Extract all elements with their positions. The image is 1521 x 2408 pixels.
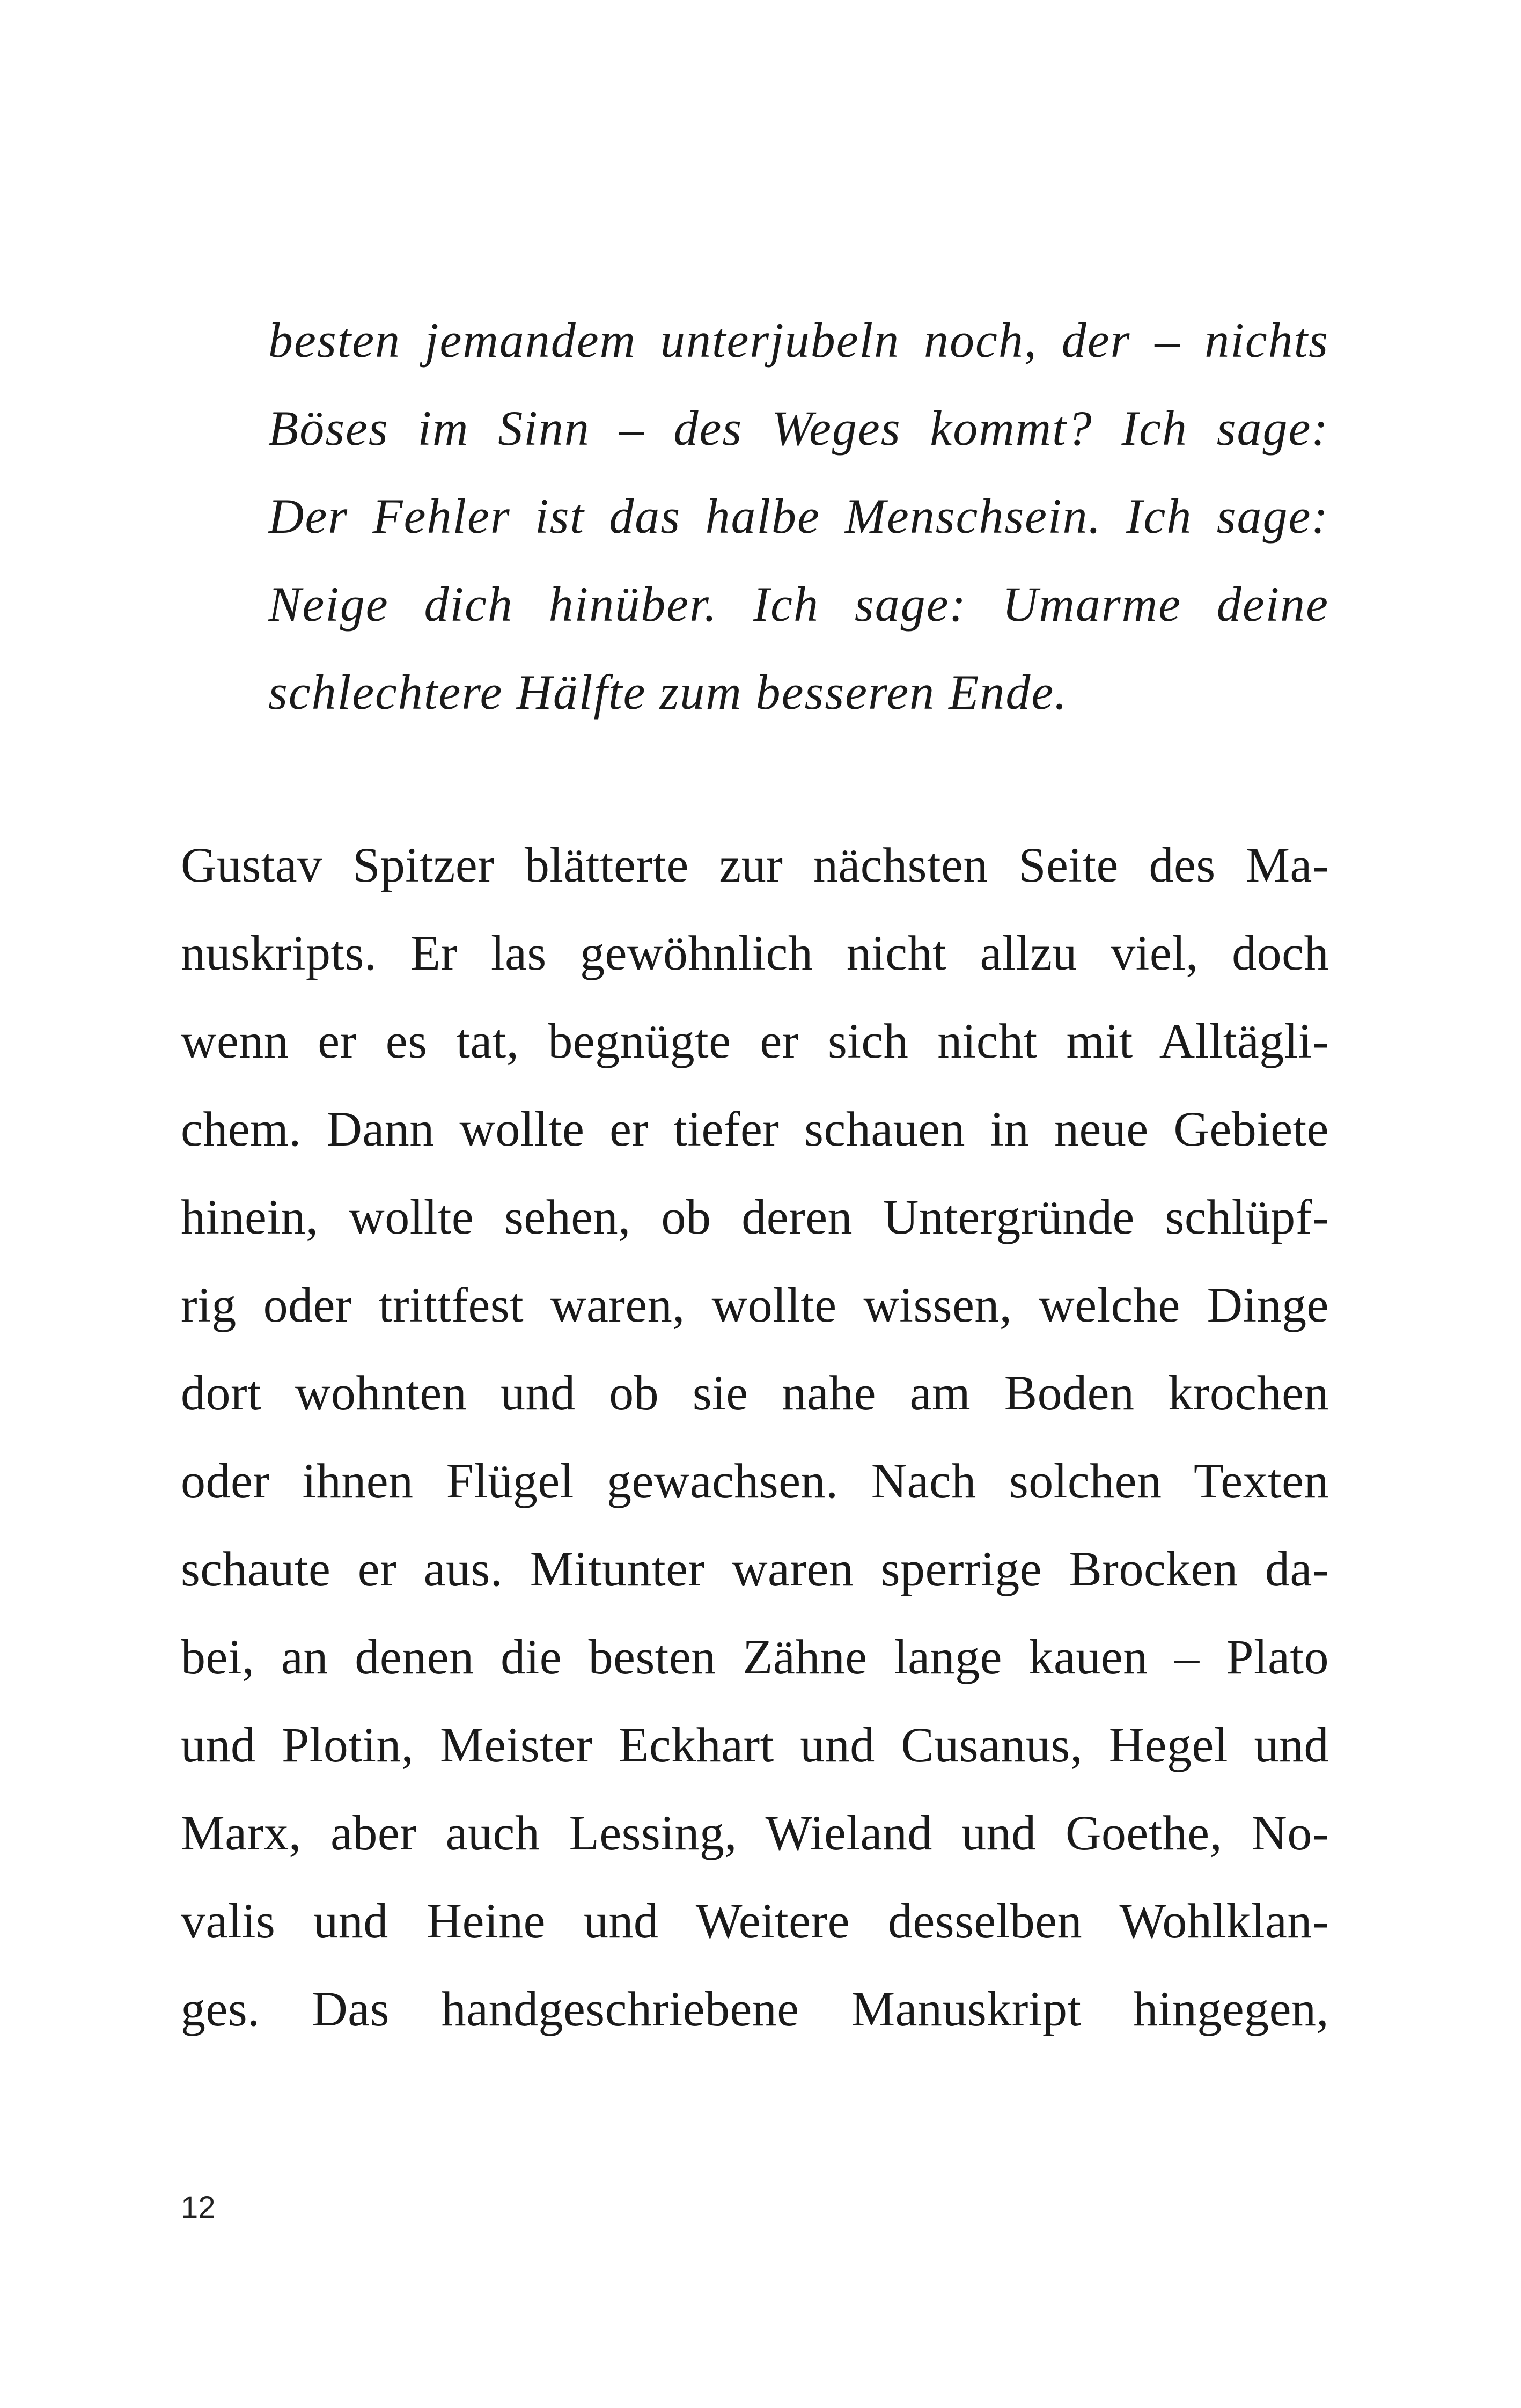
paragraph-line: bei, an denen die besten Zähne lange kauen – Plato: [181, 1629, 1329, 1684]
paragraph-line: hinein, wollte sehen, ob deren Untergründe schlüpf-: [181, 1190, 1329, 1244]
paragraph-line: rig oder trittfest waren, wollte wissen, welche Dinge: [181, 1278, 1329, 1332]
page-number: 12: [181, 2190, 216, 2225]
quote-line: Neige dich hinüber. Ich sage: Umarme deine: [268, 577, 1329, 632]
paragraph-line: ges. Das handgeschriebene Manuskript hingegen,: [181, 1981, 1329, 2036]
paragraph-line: valis und Heine und Weitere desselben Wohlklan-: [181, 1893, 1329, 1948]
italic-quote-block: [268, 296, 1329, 736]
narrative-paragraph: [181, 821, 1329, 2053]
paragraph-line: Marx, aber auch Lessing, Wieland und Goethe, No-: [181, 1805, 1329, 1860]
quote-line: besten jemandem unterjubeln noch, der – nichts: [268, 313, 1329, 368]
quote-line: schlechtere Hälfte zum besseren Ende.: [268, 665, 1068, 720]
quote-line: Der Fehler ist das halbe Menschsein. Ich sage:: [268, 489, 1329, 544]
paragraph-line: oder ihnen Flügel gewachsen. Nach solchen Texten: [181, 1453, 1329, 1508]
paragraph-line: wenn er es tat, begnügte er sich nicht mit Alltägli-: [181, 1014, 1329, 1068]
paragraph-line: Gustav Spitzer blätterte zur nächsten Seite des Ma-: [181, 838, 1329, 892]
paragraph-line: dort wohnten und ob sie nahe am Boden krochen: [181, 1365, 1329, 1420]
paragraph-line: schaute er aus. Mitunter waren sperrige Brocken da-: [181, 1541, 1329, 1596]
paragraph-line: chem. Dann wollte er tiefer schauen in neue Gebiete: [181, 1102, 1329, 1156]
paragraph-line: nuskripts. Er las gewöhnlich nicht allzu viel, doch: [181, 926, 1329, 980]
quote-line: Böses im Sinn – des Weges kommt? Ich sage:: [268, 401, 1329, 456]
paragraph-line: und Plotin, Meister Eckhart und Cusanus, Hegel und: [181, 1717, 1329, 1772]
